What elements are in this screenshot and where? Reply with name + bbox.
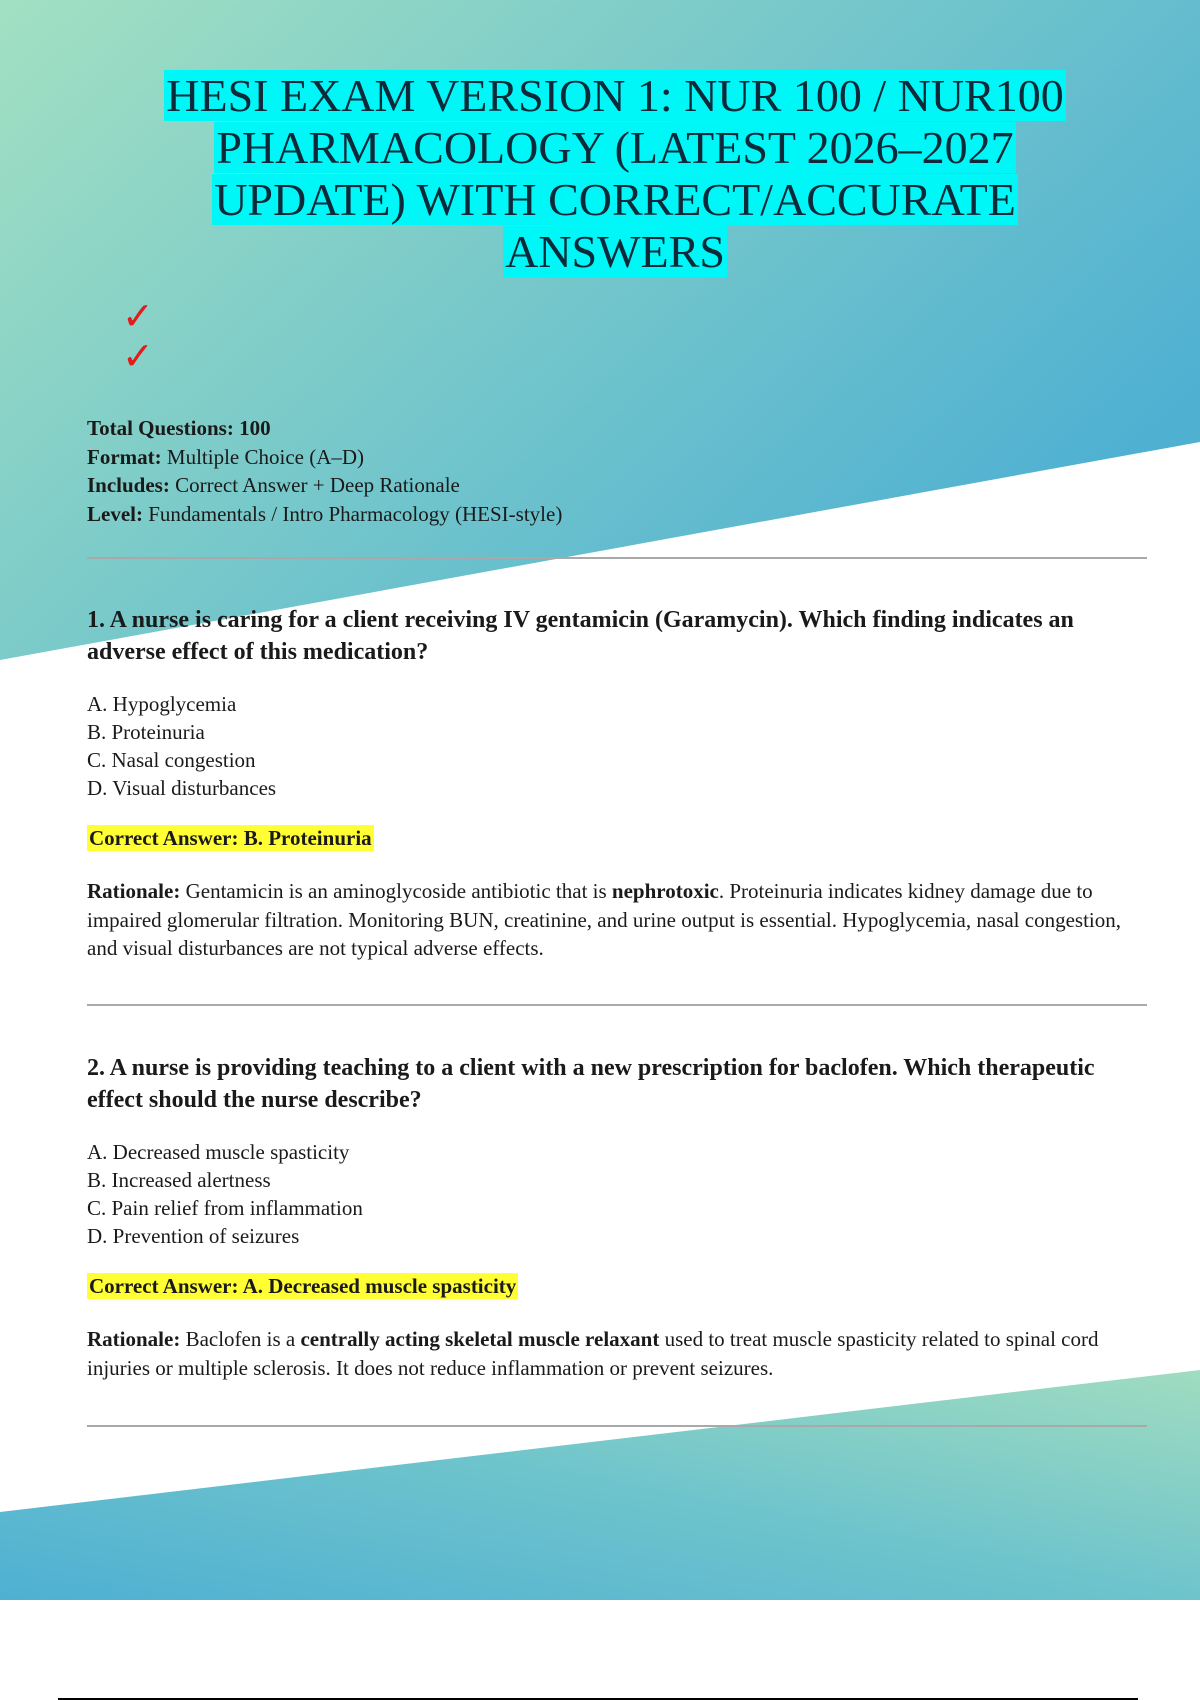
document-title [90, 70, 1140, 278]
option-c: C. Nasal congestion [87, 748, 256, 772]
check-mark-icon: ✓ [122, 294, 154, 338]
title-line-3: UPDATE) WITH CORRECT/ACCURATE [214, 174, 1016, 225]
title-line-1: HESI EXAM VERSION 1: NUR 100 / NUR100 [166, 70, 1064, 121]
check-mark-icon: ✓ [122, 334, 154, 378]
check-marks [122, 296, 154, 376]
option-d: D. Prevention of seizures [87, 1224, 300, 1248]
correct-answer: Correct Answer: A. Decreased muscle spasticity [89, 1274, 517, 1298]
title-line-2: PHARMACOLOGY (LATEST 2026–2027 [216, 122, 1014, 173]
meta-format: Format: Multiple Choice (A–D) [87, 444, 365, 469]
divider [87, 1004, 1147, 1006]
option-a: A. Decreased muscle spasticity [87, 1140, 350, 1164]
option-b: B. Increased alertness [87, 1168, 271, 1192]
rationale: Rationale: Gentamicin is an aminoglycoside antibiotic that is nephrotoxic. Proteinuria indicates kidney damage due to impaired glomerular filtration. Monitoring BUN, creatinine, and urine output is essential. Hypoglycemia, nasal congestion, and visual disturbances are not typical adverse effects. [87, 879, 1122, 960]
correct-answer: Correct Answer: B. Proteinuria [89, 826, 372, 850]
meta-level: Level: Fundamentals / Intro Pharmacology (HESI-style) [87, 501, 563, 526]
divider [87, 1425, 1147, 1427]
question-1 [87, 604, 1137, 963]
rationale: Rationale: Baclofen is a centrally acting skeletal muscle relaxant used to treat muscle spasticity related to spinal cord injuries or multiple sclerosis. It does not reduce inflammation or prevent seizures. [87, 1327, 1099, 1380]
question-stem: 2. A nurse is providing teaching to a client with a new prescription for baclofen. Which therapeutic effect should the nurse describe? [87, 1055, 1095, 1113]
question-2 [87, 1052, 1137, 1382]
option-b: B. Proteinuria [87, 720, 205, 744]
answer-options [87, 1138, 1137, 1250]
option-c: C. Pain relief from inflammation [87, 1196, 363, 1220]
divider [87, 557, 1147, 559]
meta-includes: Includes: Correct Answer + Deep Rationale [87, 473, 460, 497]
title-line-4: ANSWERS [505, 226, 725, 277]
option-d: D. Visual disturbances [87, 776, 277, 800]
option-a: A. Hypoglycemia [87, 692, 237, 716]
answer-options [87, 690, 1137, 802]
question-stem: 1. A nurse is caring for a client receiving IV gentamicin (Garamycin). Which finding indicates an adverse effect of this medication? [87, 607, 1074, 665]
exam-meta [87, 414, 562, 528]
meta-total-questions: Total Questions: 100 [87, 416, 271, 440]
